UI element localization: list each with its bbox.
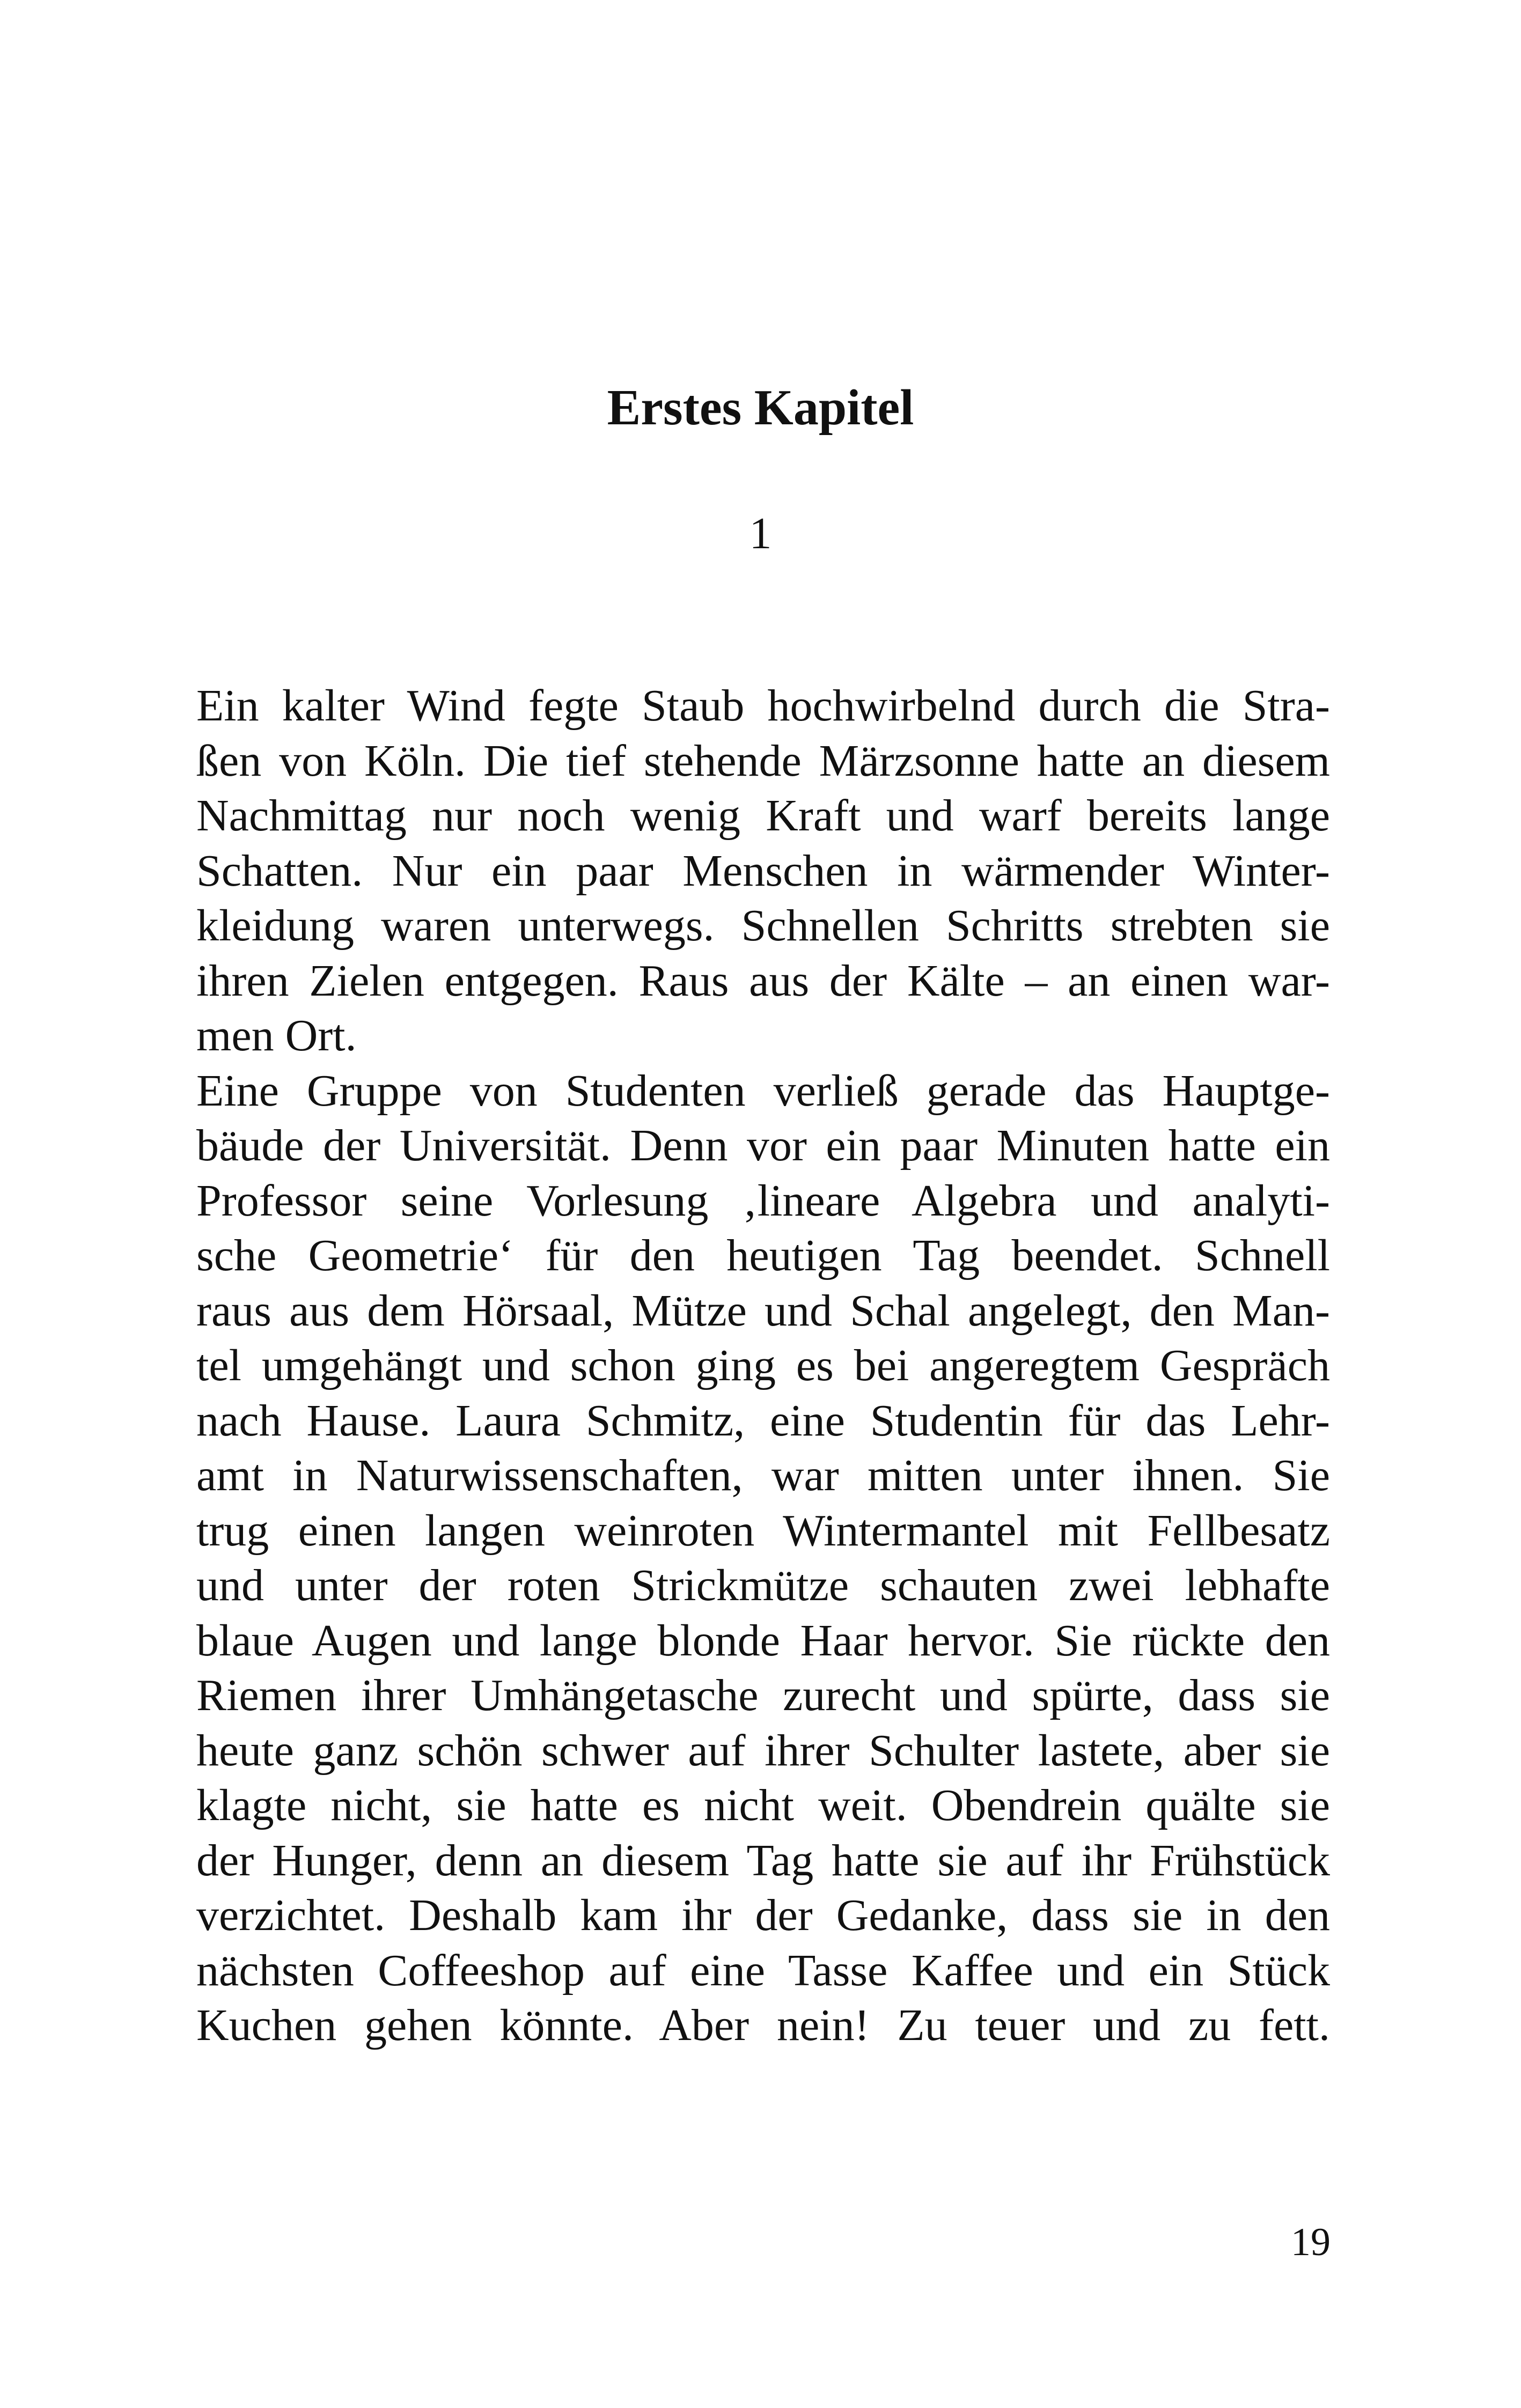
- text-line: amt in Naturwissenschaften, war mitten unter ihnen. Sie: [196, 1450, 1330, 1500]
- text-line: trug einen langen weinroten Wintermantel mit Fellbesatz: [196, 1505, 1330, 1556]
- text-line: heute ganz schön schwer auf ihrer Schulter lastete, aber sie: [196, 1725, 1330, 1776]
- body-text: [196, 679, 1330, 2053]
- text-line: ihren Zielen entgegen. Raus aus der Kälte – an einen war-: [196, 955, 1330, 1006]
- text-line: Professor seine Vorlesung ‚lineare Algebra und analyti-: [196, 1175, 1330, 1226]
- text-line: raus aus dem Hörsaal, Mütze und Schal angelegt, den Man-: [196, 1285, 1330, 1336]
- text-line: Ein kalter Wind fegte Staub hochwirbelnd durch die Stra-: [196, 681, 1330, 731]
- text-line: Eine Gruppe von Studenten verließ gerade das Hauptge-: [196, 1065, 1330, 1116]
- text-line: und unter der roten Strickmütze schauten zwei lebhafte: [196, 1560, 1330, 1610]
- text-line: Kuchen gehen könnte. Aber nein! Zu teuer und zu fett.: [196, 2000, 1330, 2050]
- text-line: klagte nicht, sie hatte es nicht weit. Obendrein quälte sie: [196, 1780, 1330, 1830]
- text-line: bäude der Universität. Denn vor ein paar Minuten hatte ein: [196, 1121, 1330, 1170]
- text-line: ßen von Köln. Die tief stehende Märzsonne hatte an diesem: [196, 735, 1330, 786]
- text-line: Schatten. Nur ein paar Menschen in wärmender Winter-: [196, 845, 1330, 896]
- text-line: Nachmittag nur noch wenig Kraft und warf bereits lange: [196, 791, 1330, 841]
- text-line: verzichtet. Deshalb kam ihr der Gedanke, dass sie in den: [196, 1890, 1330, 1940]
- text-line: tel umgehängt und schon ging es bei angeregtem Gespräch: [196, 1341, 1330, 1390]
- text-line: nächsten Coffeeshop auf eine Tasse Kaffee und ein Stück: [196, 1945, 1330, 1995]
- text-line: sche Geometrie‘ für den heutigen Tag beendet. Schnell: [196, 1231, 1330, 1280]
- text-line: kleidung waren unterwegs. Schnellen Schritts strebten sie: [196, 901, 1330, 951]
- text-line: men Ort.: [196, 1011, 357, 1061]
- text-line: blaue Augen und lange blonde Haar hervor. Sie rückte den: [196, 1615, 1330, 1666]
- chapter-title: Erstes Kapitel: [607, 380, 914, 436]
- text-line: nach Hause. Laura Schmitz, eine Studentin für das Lehr-: [196, 1395, 1330, 1446]
- page-number: 19: [1291, 2220, 1331, 2264]
- text-line: Riemen ihrer Umhängetasche zurecht und spürte, dass sie: [196, 1670, 1330, 1720]
- section-number: 1: [749, 509, 772, 558]
- text-line: der Hunger, denn an diesem Tag hatte sie auf ihr Frühstück: [196, 1835, 1330, 1886]
